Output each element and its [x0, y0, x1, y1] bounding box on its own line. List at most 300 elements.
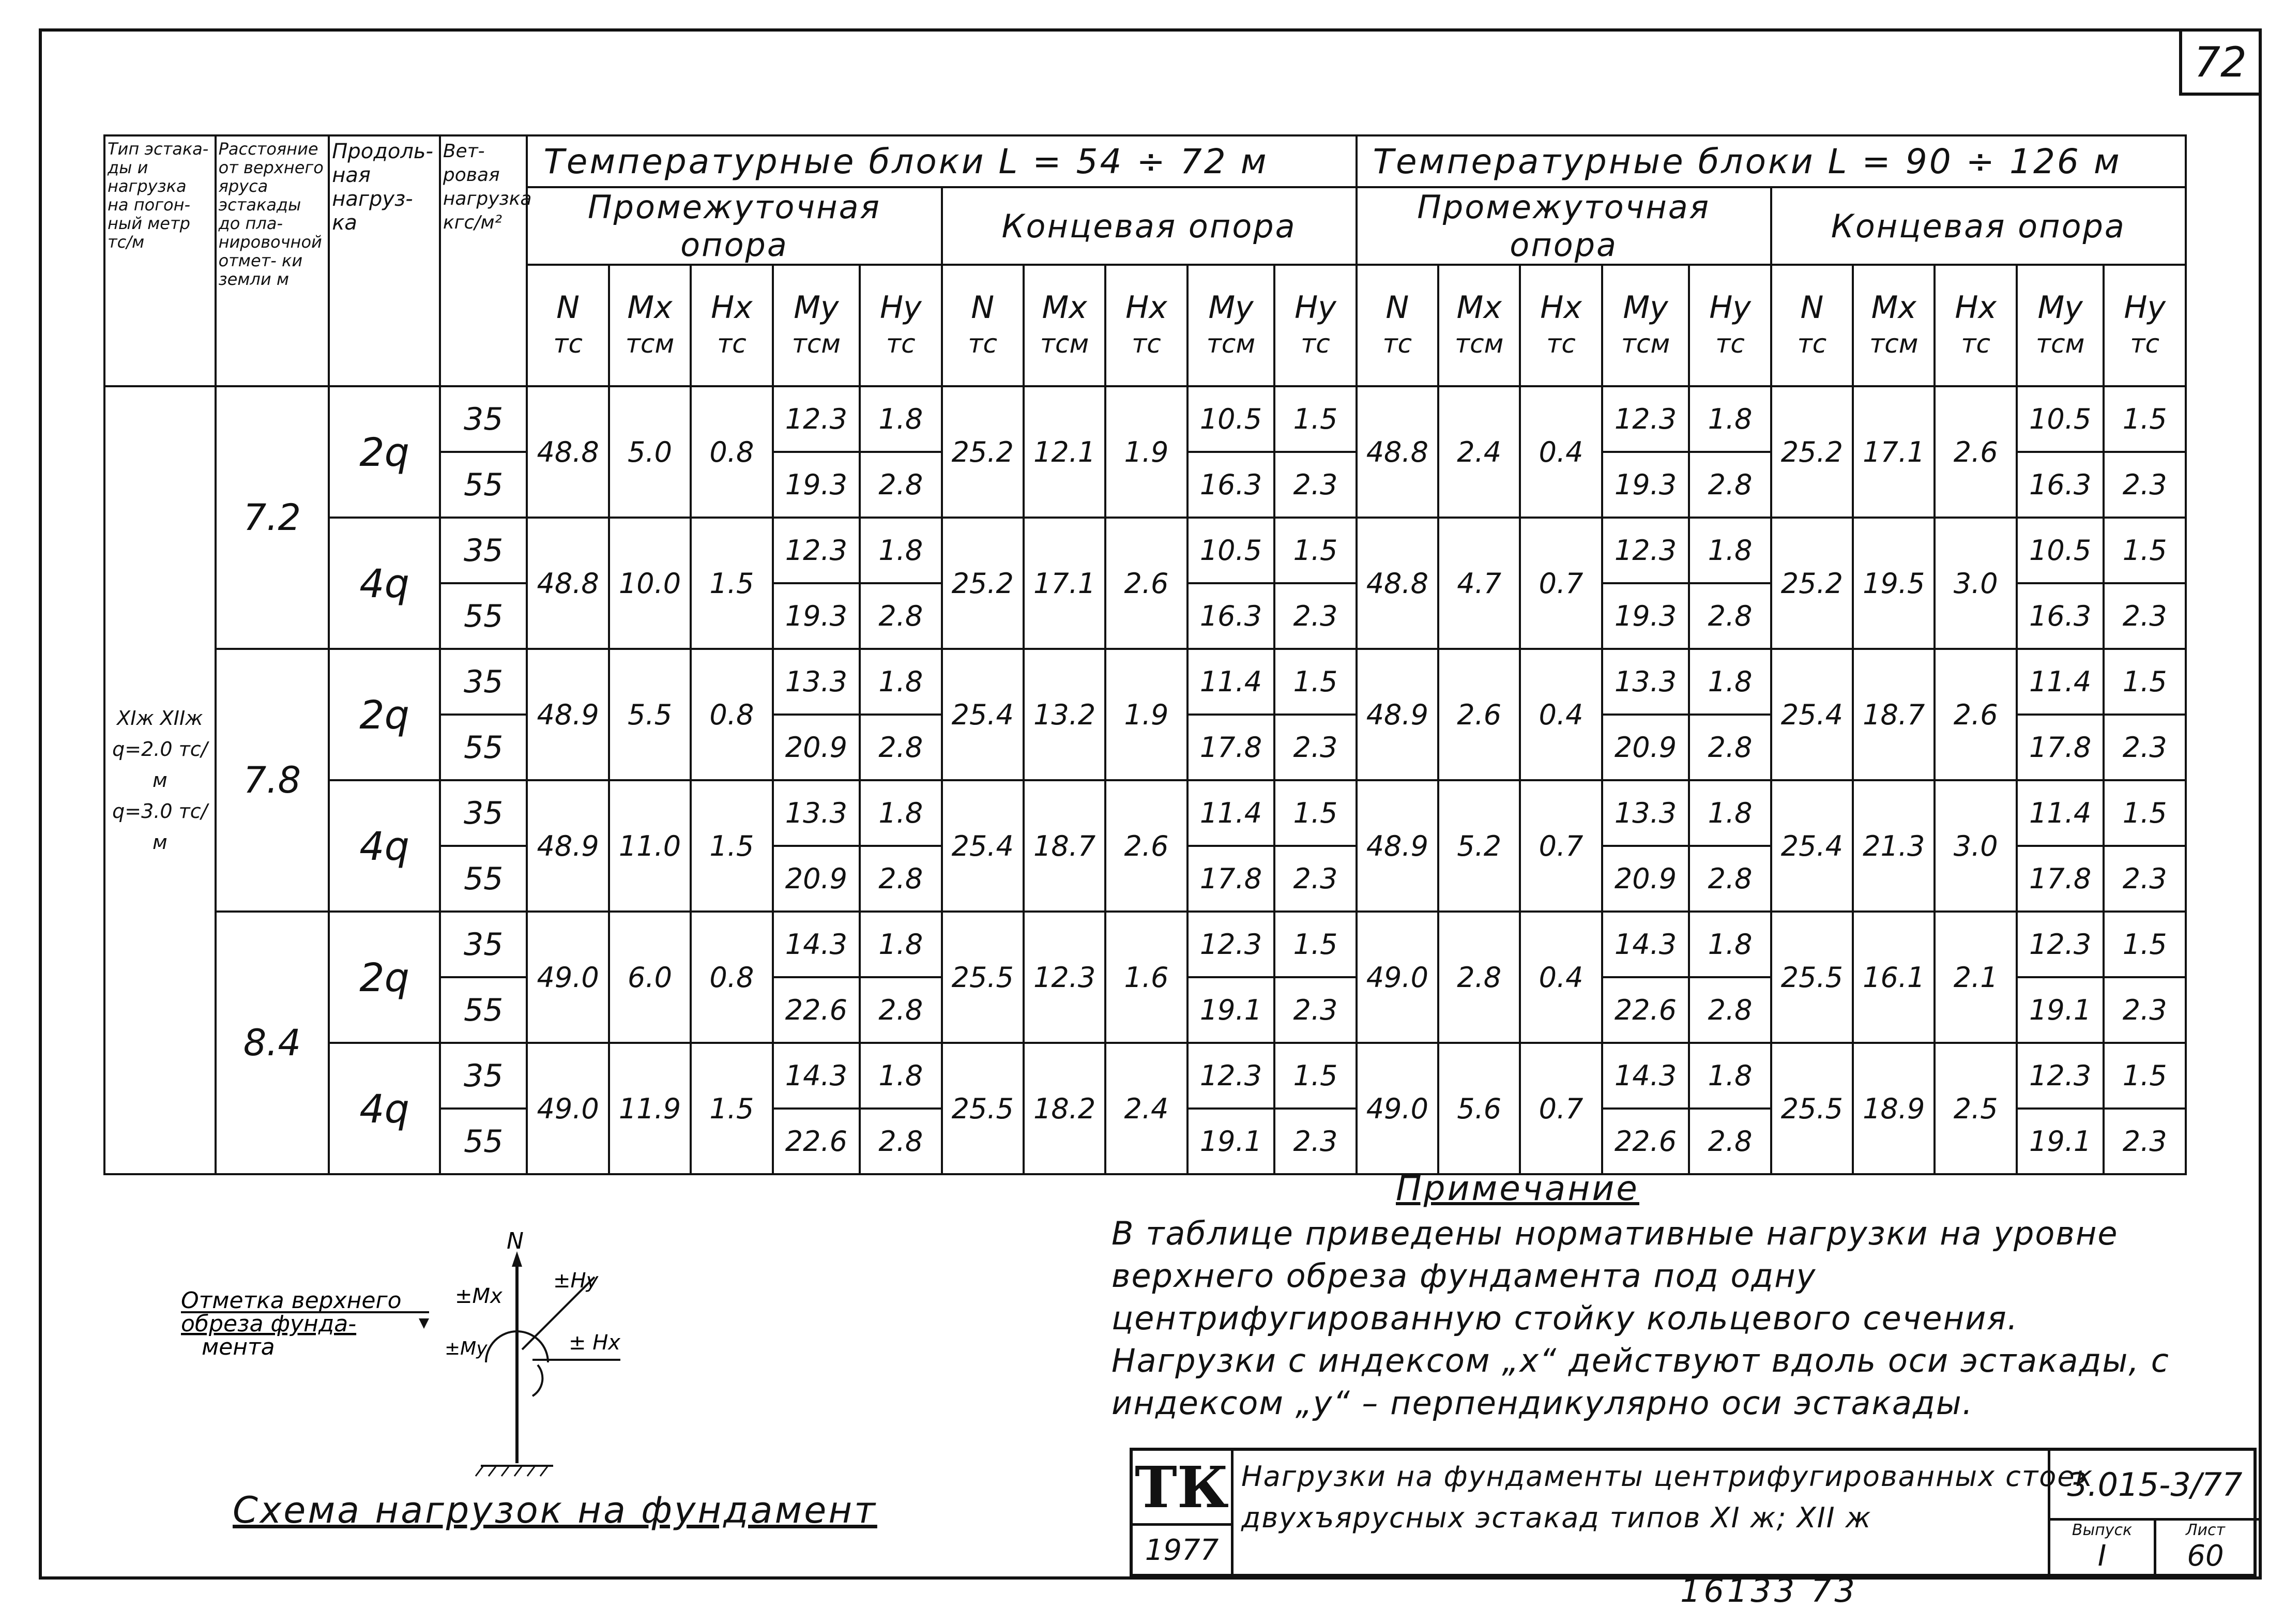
table-row [104, 649, 2186, 715]
mx-cell: 19.5 [1853, 518, 1935, 649]
my-cell: 17.8 [1187, 715, 1275, 780]
header-symbol-b2e-1 [1853, 265, 1935, 386]
n-cell: 48.9 [527, 649, 608, 780]
hy-cell: 2.3 [1274, 846, 1356, 912]
my-cell: 20.9 [1602, 715, 1689, 780]
diagram-label-3: мента [202, 1334, 275, 1360]
header-b1-intermediate: Промежуточная опора [527, 187, 941, 265]
my-cell: 19.3 [773, 583, 860, 649]
mx-cell: 21.3 [1853, 780, 1935, 912]
issue-label: Выпуск [2072, 1521, 2133, 1539]
long-load-cell: 2q [329, 649, 440, 780]
n-cell: 48.8 [527, 518, 608, 649]
wind-cell: 55 [440, 715, 527, 780]
my-cell: 11.4 [2017, 649, 2104, 715]
note-title: Примечание [1396, 1168, 1639, 1208]
mx-cell: 2.4 [1438, 386, 1520, 518]
mx-cell: 10.0 [609, 518, 691, 649]
my-cell: 19.3 [1602, 583, 1689, 649]
hx-cell: 0.7 [1520, 1043, 1602, 1174]
hy-cell: 1.5 [2104, 912, 2186, 977]
my-cell: 10.5 [1187, 386, 1275, 452]
hy-cell: 1.8 [1689, 912, 1771, 977]
diagram-n-label: N [507, 1228, 524, 1254]
hx-cell: 0.4 [1520, 912, 1602, 1043]
distance-cell: 7.2 [216, 386, 329, 649]
symbol-name: My [1623, 289, 1668, 326]
symbol-unit: тс [968, 328, 998, 359]
my-cell: 22.6 [1602, 977, 1689, 1043]
n-cell: 49.0 [527, 912, 608, 1043]
diagram-caption: Схема нагрузок на фундамент [233, 1489, 877, 1531]
hx-cell: 1.9 [1105, 649, 1187, 780]
header-symbol-b2i-1 [1438, 265, 1520, 386]
my-cell: 14.3 [773, 1043, 860, 1109]
mx-cell: 18.9 [1853, 1043, 1935, 1174]
n-cell: 25.2 [942, 386, 1024, 518]
symbol-unit: тс [2130, 328, 2160, 359]
my-cell: 19.1 [1187, 977, 1275, 1043]
wind-cell: 35 [440, 780, 527, 846]
my-cell: 13.3 [1602, 780, 1689, 846]
hy-cell: 2.8 [860, 715, 941, 780]
mx-cell: 11.9 [609, 1043, 691, 1174]
bottom-numbers: 16133 73 [1680, 1572, 1858, 1610]
type-line3: q=3.0 тс/м [112, 800, 208, 854]
hx-cell: 1.5 [691, 1043, 772, 1174]
title-block-code: 3.015-3/77 [2048, 1451, 2259, 1521]
header-symbol-b2e-0 [1771, 265, 1853, 386]
my-cell: 12.3 [1602, 518, 1689, 583]
n-cell: 49.0 [1357, 1043, 1438, 1174]
title-block [1130, 1448, 2257, 1577]
header-wind: Вет- ровая нагрузка кгс/м² [440, 135, 527, 386]
mx-cell: 12.3 [1024, 912, 1105, 1043]
symbol-unit: тс [1301, 328, 1330, 359]
long-load-cell: 2q [329, 912, 440, 1043]
wind-cell: 35 [440, 1043, 527, 1109]
diagram-label-2: обреза фунда- [181, 1311, 357, 1337]
title-block-title: Нагрузки на фундаменты центрифугированных стоек двухъярусных эстакад типов XI ж; XII ж [1241, 1460, 2094, 1534]
table-row [104, 518, 2186, 583]
my-cell: 10.5 [1187, 518, 1275, 583]
symbol-name: My [2037, 289, 2083, 326]
hy-cell: 2.8 [860, 977, 941, 1043]
header-symbol-b2e-2 [1935, 265, 2016, 386]
long-load-cell: 4q [329, 1043, 440, 1174]
hx-cell: 0.7 [1520, 518, 1602, 649]
type-cell [104, 386, 216, 1174]
title-block-org: ТК [1133, 1451, 1234, 1526]
diagram-level-mark [419, 1318, 429, 1329]
hy-cell: 1.5 [1274, 518, 1356, 583]
my-cell: 11.4 [1187, 780, 1275, 846]
n-cell: 25.4 [942, 780, 1024, 912]
symbol-name: Mx [1456, 289, 1502, 326]
symbol-name: Hy [2124, 289, 2166, 326]
my-cell: 10.5 [2017, 386, 2104, 452]
symbol-unit: тсм [625, 328, 675, 359]
symbol-name: N [556, 289, 580, 326]
n-cell: 49.0 [527, 1043, 608, 1174]
header-symbol-b1i-0 [527, 265, 608, 386]
hy-cell: 1.5 [2104, 649, 2186, 715]
my-cell: 12.3 [773, 518, 860, 583]
table-body [104, 135, 2186, 1174]
diagram-mx-label: ±Mx [455, 1284, 503, 1308]
issue-value: I [2097, 1539, 2107, 1573]
n-cell: 25.5 [1771, 1043, 1853, 1174]
my-cell: 14.3 [1602, 1043, 1689, 1109]
hy-cell: 2.8 [1689, 583, 1771, 649]
header-type: Тип эстака- ды и нагрузка на погон- ный метр тс/м [104, 135, 216, 386]
hy-cell: 1.5 [2104, 518, 2186, 583]
mx-cell: 6.0 [609, 912, 691, 1043]
mx-cell: 17.1 [1853, 386, 1935, 518]
symbol-unit: тс [1715, 328, 1745, 359]
header-block-2: Температурные блоки L = 90 ÷ 126 м [1357, 135, 2186, 187]
hx-cell: 0.7 [1520, 780, 1602, 912]
header-symbol-b1i-3 [773, 265, 860, 386]
my-cell: 16.3 [2017, 583, 2104, 649]
symbol-unit: тсм [1206, 328, 1256, 359]
mx-cell: 4.7 [1438, 518, 1520, 649]
wind-cell: 35 [440, 386, 527, 452]
diagram-my-label: ±My [445, 1338, 488, 1359]
symbol-name: Hy [880, 289, 922, 326]
n-cell: 25.2 [1771, 386, 1853, 518]
mx-cell: 16.1 [1853, 912, 1935, 1043]
long-load-cell: 4q [329, 518, 440, 649]
hy-cell: 2.3 [1274, 715, 1356, 780]
hy-cell: 2.8 [1689, 977, 1771, 1043]
my-cell: 14.3 [773, 912, 860, 977]
hy-cell: 2.3 [2104, 715, 2186, 780]
my-cell: 12.3 [2017, 1043, 2104, 1109]
n-cell: 25.5 [942, 912, 1024, 1043]
header-b2-intermediate: Промежуточная опора [1357, 187, 1771, 265]
diagram-ground-hatch [476, 1466, 548, 1476]
mx-cell: 17.1 [1024, 518, 1105, 649]
symbol-unit: тс [717, 328, 747, 359]
symbol-name: N [1385, 289, 1409, 326]
hx-cell: 2.6 [1935, 386, 2016, 518]
symbol-unit: тс [1382, 328, 1412, 359]
hy-cell: 2.3 [2104, 1109, 2186, 1174]
hx-cell: 2.6 [1105, 518, 1187, 649]
my-cell: 19.3 [1602, 452, 1689, 518]
header-long-load: Продоль- ная нагруз- ка [329, 135, 440, 386]
my-cell: 11.4 [1187, 649, 1275, 715]
header-symbol-b2e-4 [2104, 265, 2186, 386]
my-cell: 17.8 [2017, 715, 2104, 780]
hy-cell: 1.8 [1689, 518, 1771, 583]
diagram-label-1: Отметка верхнего [181, 1287, 402, 1314]
mx-cell: 5.2 [1438, 780, 1520, 912]
n-cell: 25.4 [1771, 649, 1853, 780]
mx-cell: 13.2 [1024, 649, 1105, 780]
symbol-unit: тс [553, 328, 583, 359]
my-cell: 22.6 [1602, 1109, 1689, 1174]
mx-cell: 18.2 [1024, 1043, 1105, 1174]
diagram-hx-label: ± Hx [569, 1331, 620, 1355]
n-cell: 25.2 [942, 518, 1024, 649]
my-cell: 13.3 [773, 780, 860, 846]
note-text: В таблице приведены нормативные нагрузки на уровне верхнего обреза фундамента под одну центрифугированную стойку кольцевого сечения. Нагрузки с индексом „x“ действуют вдоль оси эстакады, с индексом „y“ – перпендикулярно оси эстакады. [1111, 1215, 2170, 1422]
hy-cell: 2.3 [1274, 977, 1356, 1043]
n-cell: 48.8 [527, 386, 608, 518]
my-cell: 10.5 [2017, 518, 2104, 583]
hy-cell: 2.3 [2104, 977, 2186, 1043]
symbol-unit: тсм [1621, 328, 1670, 359]
title-block-sheet [2154, 1518, 2257, 1577]
hy-cell: 2.3 [2104, 452, 2186, 518]
hx-cell: 0.4 [1520, 386, 1602, 518]
n-cell: 48.9 [1357, 780, 1438, 912]
my-cell: 16.3 [1187, 583, 1275, 649]
header-symbol-b1e-2 [1105, 265, 1187, 386]
header-symbol-b1i-4 [860, 265, 941, 386]
symbol-unit: тсм [1455, 328, 1504, 359]
symbol-name: Hy [1295, 289, 1336, 326]
hy-cell: 1.8 [860, 649, 941, 715]
header-symbol-b2i-3 [1602, 265, 1689, 386]
n-cell: 25.4 [1771, 780, 1853, 912]
symbol-name: Mx [1042, 289, 1087, 326]
header-symbol-b1e-1 [1024, 265, 1105, 386]
wind-cell: 35 [440, 649, 527, 715]
n-cell: 25.4 [942, 649, 1024, 780]
wind-cell: 55 [440, 1109, 527, 1174]
hx-cell: 0.8 [691, 649, 772, 780]
symbol-name: My [794, 289, 839, 326]
header-symbol-b2i-4 [1689, 265, 1771, 386]
hy-cell: 1.8 [1689, 1043, 1771, 1109]
hy-cell: 1.8 [860, 1043, 941, 1109]
title-block-year: 1977 [1133, 1523, 1234, 1577]
header-symbol-b1i-1 [609, 265, 691, 386]
wind-cell: 35 [440, 518, 527, 583]
header-symbol-b1e-4 [1274, 265, 1356, 386]
mx-cell: 5.6 [1438, 1043, 1520, 1174]
hy-cell: 2.8 [1689, 715, 1771, 780]
hy-cell: 1.5 [1274, 912, 1356, 977]
my-cell: 12.3 [2017, 912, 2104, 977]
hx-cell: 2.4 [1105, 1043, 1187, 1174]
mx-cell: 2.8 [1438, 912, 1520, 1043]
loads-table [103, 134, 2187, 1175]
header-symbol-b2e-3 [2017, 265, 2104, 386]
my-cell: 13.3 [773, 649, 860, 715]
hy-cell: 2.3 [2104, 846, 2186, 912]
hy-cell: 2.8 [860, 1109, 941, 1174]
my-cell: 20.9 [1602, 846, 1689, 912]
table-row [104, 386, 2186, 452]
hy-cell: 2.3 [1274, 452, 1356, 518]
hy-cell: 2.3 [1274, 583, 1356, 649]
distance-cell: 8.4 [216, 912, 329, 1174]
header-b2-end: Концевая опора [1771, 187, 2186, 265]
my-cell: 12.3 [1187, 1043, 1275, 1109]
n-cell: 48.9 [1357, 649, 1438, 780]
hy-cell: 2.8 [860, 583, 941, 649]
sheet-label: Лист [2185, 1521, 2226, 1539]
my-cell: 14.3 [1602, 912, 1689, 977]
my-cell: 17.8 [1187, 846, 1275, 912]
hy-cell: 2.8 [1689, 846, 1771, 912]
hy-cell: 1.8 [860, 386, 941, 452]
symbol-name: N [1800, 289, 1824, 326]
my-cell: 20.9 [773, 846, 860, 912]
wind-cell: 35 [440, 912, 527, 977]
page-number: 72 [2179, 28, 2262, 96]
hy-cell: 1.5 [2104, 386, 2186, 452]
hx-cell: 3.0 [1935, 780, 2016, 912]
symbol-unit: тс [1546, 328, 1576, 359]
header-symbol-b2i-2 [1520, 265, 1602, 386]
header-symbol-b1i-2 [691, 265, 772, 386]
symbol-name: Hx [1540, 289, 1582, 326]
hy-cell: 2.8 [860, 452, 941, 518]
hy-cell: 1.8 [1689, 649, 1771, 715]
hx-cell: 2.5 [1935, 1043, 2016, 1174]
my-cell: 19.1 [2017, 977, 2104, 1043]
sheet-value: 60 [2187, 1539, 2224, 1573]
n-cell: 48.9 [527, 780, 608, 912]
symbol-name: N [971, 289, 995, 326]
my-cell: 22.6 [773, 1109, 860, 1174]
symbol-unit: тсм [2035, 328, 2085, 359]
my-cell: 20.9 [773, 715, 860, 780]
symbol-name: Hx [711, 289, 753, 326]
symbol-unit: тсм [791, 328, 841, 359]
load-scheme-diagram [176, 1228, 682, 1505]
my-cell: 16.3 [1187, 452, 1275, 518]
my-cell: 22.6 [773, 977, 860, 1043]
symbol-unit: тс [1797, 328, 1827, 359]
hy-cell: 1.8 [860, 780, 941, 846]
n-cell: 48.8 [1357, 518, 1438, 649]
hy-cell: 1.8 [860, 518, 941, 583]
wind-cell: 55 [440, 452, 527, 518]
symbol-name: My [1208, 289, 1254, 326]
hy-cell: 1.8 [1689, 780, 1771, 846]
hx-cell: 2.6 [1105, 780, 1187, 912]
mx-cell: 11.0 [609, 780, 691, 912]
symbol-name: Hx [1125, 289, 1167, 326]
header-block-1: Температурные блоки L = 54 ÷ 72 м [527, 135, 1356, 187]
symbol-name: Mx [1871, 289, 1916, 326]
title-block-issue [2048, 1518, 2156, 1577]
diagram-my-arc [532, 1365, 542, 1396]
header-symbol-b1e-0 [942, 265, 1024, 386]
hy-cell: 1.8 [1689, 386, 1771, 452]
hy-cell: 1.5 [1274, 649, 1356, 715]
hy-cell: 1.5 [1274, 1043, 1356, 1109]
symbol-name: Hy [1709, 289, 1751, 326]
hx-cell: 0.8 [691, 386, 772, 518]
hx-cell: 1.5 [691, 518, 772, 649]
header-symbol-b2i-0 [1357, 265, 1438, 386]
mx-cell: 2.6 [1438, 649, 1520, 780]
my-cell: 12.3 [773, 386, 860, 452]
hx-cell: 2.1 [1935, 912, 2016, 1043]
type-line1: XIж XIIж [117, 707, 203, 730]
symbol-name: Mx [627, 289, 673, 326]
hx-cell: 0.8 [691, 912, 772, 1043]
mx-cell: 18.7 [1853, 649, 1935, 780]
symbol-name: Hx [1955, 289, 1997, 326]
header-row-1 [104, 135, 2186, 187]
mx-cell: 12.1 [1024, 386, 1105, 518]
my-cell: 17.8 [2017, 846, 2104, 912]
header-b1-end: Концевая опора [942, 187, 1357, 265]
my-cell: 16.3 [2017, 452, 2104, 518]
mx-cell: 5.0 [609, 386, 691, 518]
type-line2: q=2.0 тс/м [112, 738, 208, 792]
n-cell: 25.5 [1771, 912, 1853, 1043]
hy-cell: 1.5 [2104, 1043, 2186, 1109]
hy-cell: 1.5 [1274, 780, 1356, 846]
symbol-unit: тс [886, 328, 916, 359]
symbol-unit: тсм [1040, 328, 1089, 359]
header-symbol-b1e-3 [1187, 265, 1275, 386]
my-cell: 19.1 [2017, 1109, 2104, 1174]
symbol-unit: тсм [1869, 328, 1918, 359]
header-distance: Расстояние от верхнего яруса эстакады до пла- нировочной отмет- ки земли м [216, 135, 329, 386]
hx-cell: 3.0 [1935, 518, 2016, 649]
table-row [104, 1043, 2186, 1109]
mx-cell: 18.7 [1024, 780, 1105, 912]
hy-cell: 2.3 [1274, 1109, 1356, 1174]
distance-cell: 7.8 [216, 649, 329, 912]
my-cell: 13.3 [1602, 649, 1689, 715]
symbol-unit: тс [1961, 328, 1990, 359]
my-cell: 12.3 [1187, 912, 1275, 977]
my-cell: 12.3 [1602, 386, 1689, 452]
hy-cell: 1.8 [860, 912, 941, 977]
my-cell: 11.4 [2017, 780, 2104, 846]
hy-cell: 2.3 [2104, 583, 2186, 649]
long-load-cell: 2q [329, 386, 440, 518]
table-row [104, 780, 2186, 846]
hx-cell: 1.6 [1105, 912, 1187, 1043]
wind-cell: 55 [440, 583, 527, 649]
hy-cell: 1.5 [1274, 386, 1356, 452]
hy-cell: 1.5 [2104, 780, 2186, 846]
hx-cell: 1.5 [691, 780, 772, 912]
symbol-unit: тс [1132, 328, 1161, 359]
n-cell: 49.0 [1357, 912, 1438, 1043]
diagram-hy-label: ±Hy [553, 1269, 599, 1293]
hy-cell: 2.8 [1689, 1109, 1771, 1174]
table-row [104, 912, 2186, 977]
hy-cell: 2.8 [1689, 452, 1771, 518]
my-cell: 19.1 [1187, 1109, 1275, 1174]
hx-cell: 1.9 [1105, 386, 1187, 518]
my-cell: 19.3 [773, 452, 860, 518]
n-cell: 48.8 [1357, 386, 1438, 518]
hx-cell: 0.4 [1520, 649, 1602, 780]
wind-cell: 55 [440, 977, 527, 1043]
wind-cell: 55 [440, 846, 527, 912]
hy-cell: 2.8 [860, 846, 941, 912]
hx-cell: 2.6 [1935, 649, 2016, 780]
mx-cell: 5.5 [609, 649, 691, 780]
n-cell: 25.5 [942, 1043, 1024, 1174]
n-cell: 25.2 [1771, 518, 1853, 649]
long-load-cell: 4q [329, 780, 440, 912]
